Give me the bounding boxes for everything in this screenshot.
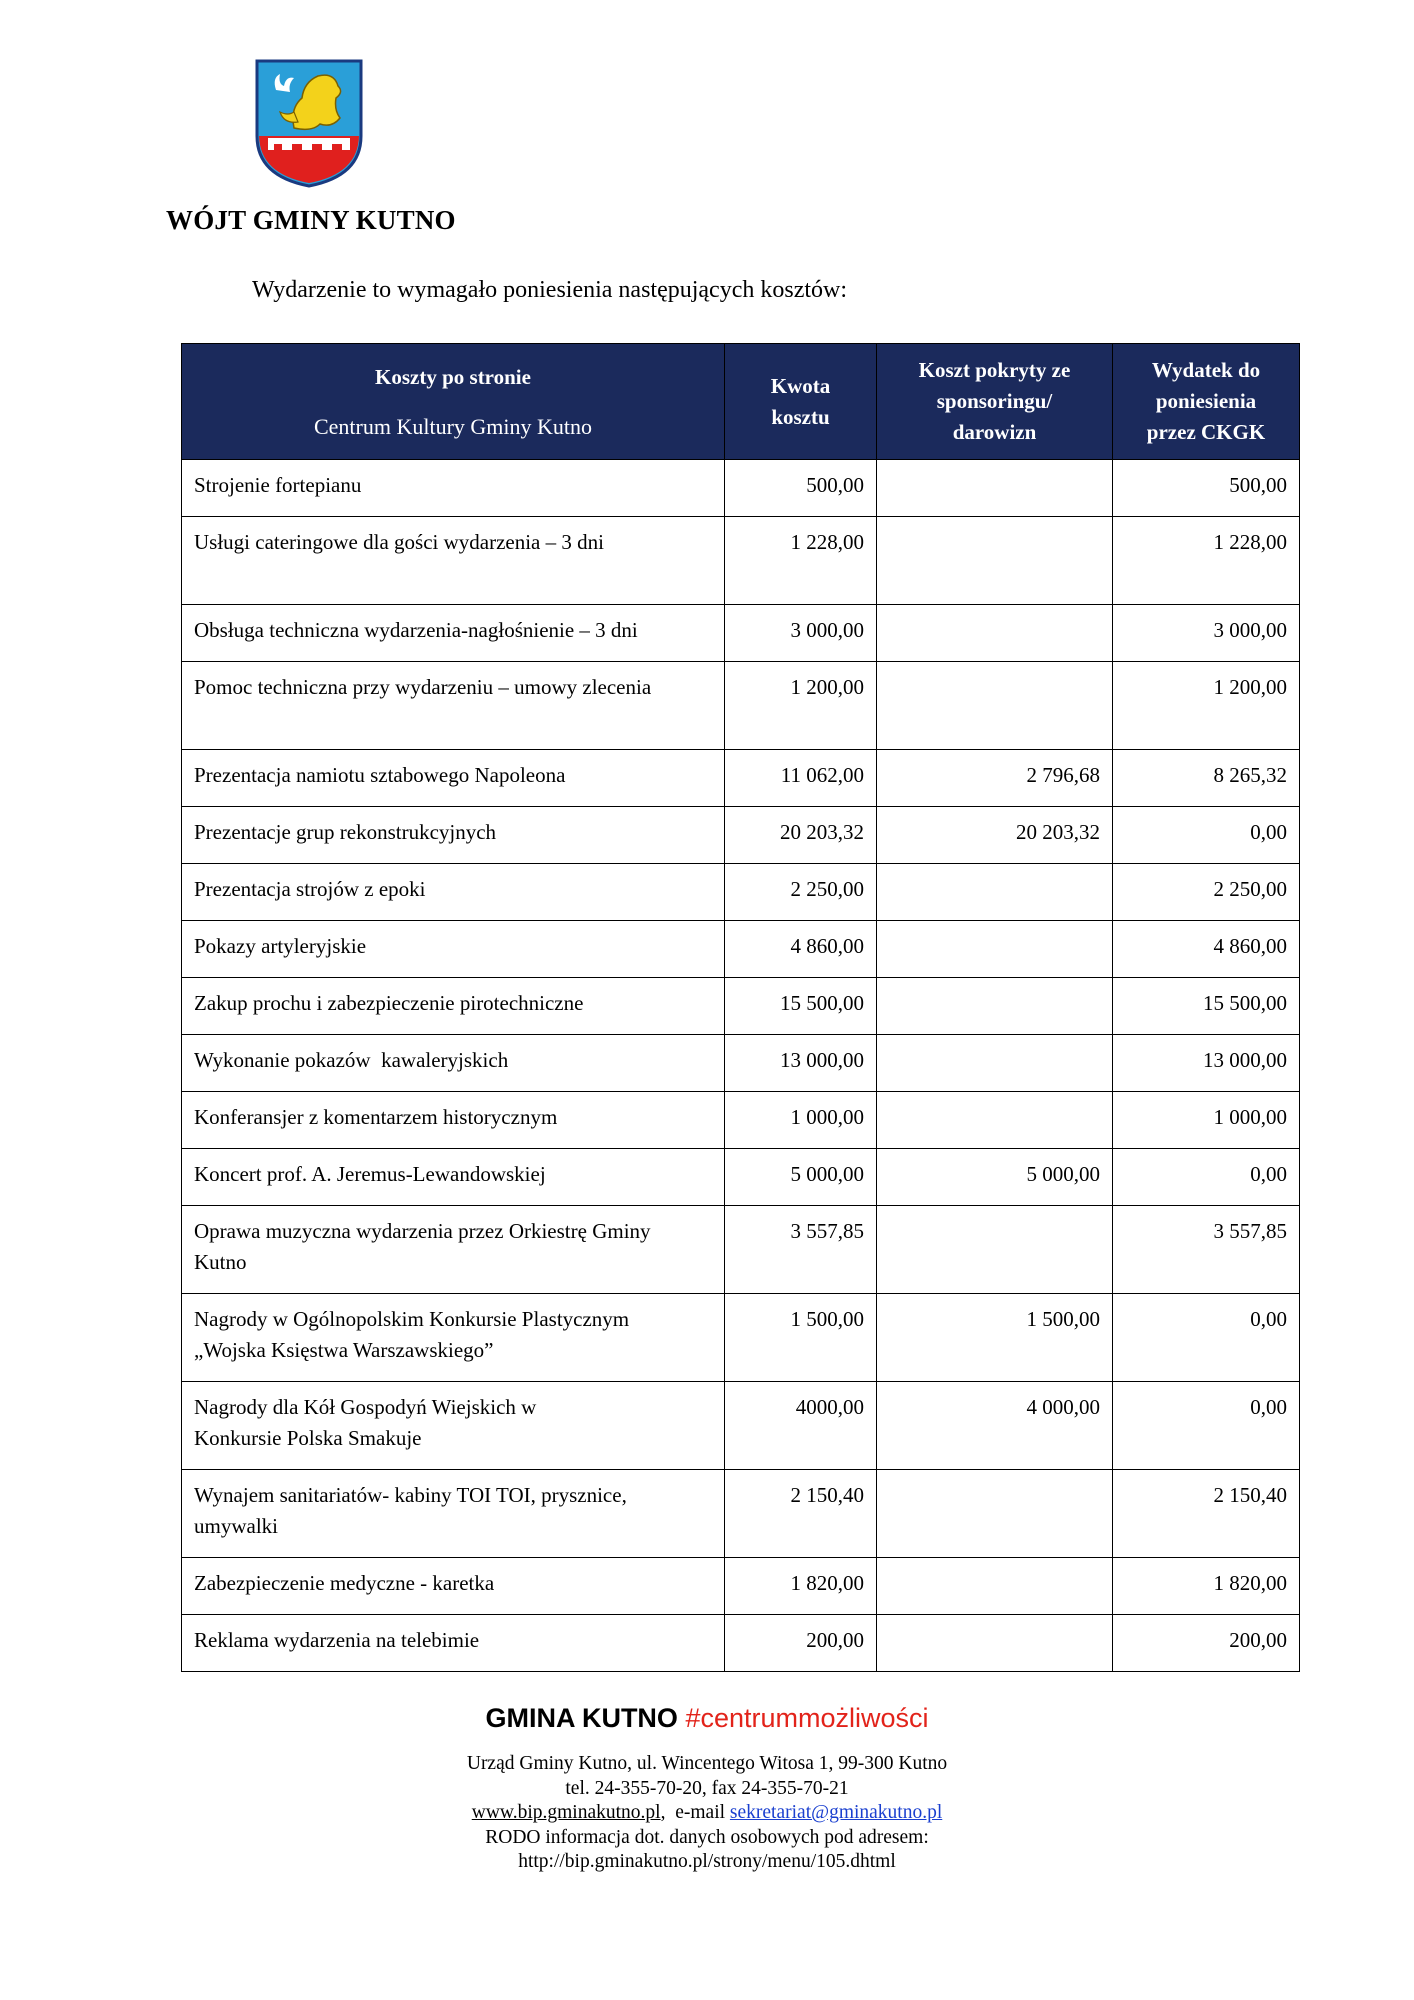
table-row <box>182 662 1300 750</box>
row-amount: 5 000,00 <box>725 1149 877 1206</box>
row-expense: 0,00 <box>1113 1149 1300 1206</box>
footer-brand <box>0 1703 1414 1734</box>
table-row <box>182 807 1300 864</box>
row-amount: 1 228,00 <box>725 517 877 605</box>
row-sponsored: 4 000,00 <box>877 1382 1113 1470</box>
row-sponsored <box>877 1206 1113 1294</box>
row-expense: 2 150,40 <box>1113 1470 1300 1558</box>
header-cost-side <box>182 344 725 460</box>
row-amount: 15 500,00 <box>725 978 877 1035</box>
row-expense: 0,00 <box>1113 807 1300 864</box>
row-item: Prezentacje grup rekonstrukcyjnych <box>182 807 725 864</box>
row-item: Nagrody w Ogólnopolskim Konkursie Plastycznym „Wojska Księstwa Warszawskiego” <box>182 1294 725 1382</box>
footer-brand-name: GMINA KUTNO <box>485 1703 678 1733</box>
row-item: Zabezpieczenie medyczne - karetka <box>182 1558 725 1615</box>
table-header-row <box>182 344 1300 460</box>
table-row <box>182 921 1300 978</box>
row-sponsored: 20 203,32 <box>877 807 1113 864</box>
row-item: Usługi cateringowe dla gości wydarzenia – 3 dni <box>182 517 725 605</box>
row-sponsored <box>877 864 1113 921</box>
footer-website-link[interactable]: www.bip.gminakutno.pl <box>471 1802 661 1823</box>
table-row <box>182 1294 1300 1382</box>
page-title: WÓJT GMINY KUTNO <box>166 205 456 235</box>
row-expense: 1 000,00 <box>1113 1092 1300 1149</box>
row-expense: 2 250,00 <box>1113 864 1300 921</box>
row-amount: 2 150,40 <box>725 1470 877 1558</box>
row-sponsored <box>877 1470 1113 1558</box>
row-item: Obsługa techniczna wydarzenia-nagłośnienie – 3 dni <box>182 605 725 662</box>
row-item: Pomoc techniczna przy wydarzeniu – umowy zlecenia <box>182 662 725 750</box>
footer-email-link[interactable]: sekretariat@gminakutno.pl <box>729 1802 943 1823</box>
row-sponsored <box>877 978 1113 1035</box>
table-row <box>182 864 1300 921</box>
table-row <box>182 460 1300 517</box>
table-row <box>182 517 1300 605</box>
footer-brand-hashtag: #centrummożliwości <box>685 1703 929 1733</box>
row-expense: 3 000,00 <box>1113 605 1300 662</box>
row-amount: 3 000,00 <box>725 605 877 662</box>
row-expense: 0,00 <box>1113 1294 1300 1382</box>
row-sponsored: 2 796,68 <box>877 750 1113 807</box>
header-amount: Kwota kosztu <box>725 344 877 460</box>
table-row <box>182 1035 1300 1092</box>
row-amount: 200,00 <box>725 1615 877 1672</box>
table-row <box>182 978 1300 1035</box>
row-item: Oprawa muzyczna wydarzenia przez Orkiestrę Gminy Kutno <box>182 1206 725 1294</box>
table-row <box>182 1615 1300 1672</box>
row-expense: 3 557,85 <box>1113 1206 1300 1294</box>
row-amount: 13 000,00 <box>725 1035 877 1092</box>
footer-email-label: , e-mail <box>660 1802 730 1823</box>
row-expense: 4 860,00 <box>1113 921 1300 978</box>
row-sponsored: 5 000,00 <box>877 1149 1113 1206</box>
row-sponsored <box>877 1615 1113 1672</box>
row-amount: 20 203,32 <box>725 807 877 864</box>
table-row <box>182 605 1300 662</box>
table-row <box>182 750 1300 807</box>
row-expense: 1 228,00 <box>1113 517 1300 605</box>
row-sponsored: 1 500,00 <box>877 1294 1113 1382</box>
table-row <box>182 1382 1300 1470</box>
row-item: Prezentacja namiotu sztabowego Napoleona <box>182 750 725 807</box>
row-sponsored <box>877 1558 1113 1615</box>
row-amount: 500,00 <box>725 460 877 517</box>
row-item: Prezentacja strojów z epoki <box>182 864 725 921</box>
row-sponsored <box>877 662 1113 750</box>
row-item: Strojenie fortepianu <box>182 460 725 517</box>
row-expense: 500,00 <box>1113 460 1300 517</box>
row-sponsored <box>877 1035 1113 1092</box>
row-amount: 1 820,00 <box>725 1558 877 1615</box>
row-expense: 0,00 <box>1113 1382 1300 1470</box>
table-row <box>182 1149 1300 1206</box>
footer-contact <box>0 1752 1414 1875</box>
footer-web-line <box>0 1801 1414 1826</box>
table-row <box>182 1470 1300 1558</box>
row-item: Nagrody dla Kół Gospodyń Wiejskich w Konkursie Polska Smakuje <box>182 1382 725 1470</box>
row-amount: 11 062,00 <box>725 750 877 807</box>
footer-rodo: RODO informacja dot. danych osobowych pod adresem: <box>485 1826 929 1848</box>
row-amount: 1 000,00 <box>725 1092 877 1149</box>
table-row <box>182 1092 1300 1149</box>
header-expense: Wydatek do poniesienia przez CKGK <box>1113 344 1300 460</box>
header-cost-side-line2: Centrum Kultury Gminy Kutno <box>313 413 593 439</box>
row-item: Zakup prochu i zabezpieczenie pirotechniczne <box>182 978 725 1035</box>
row-amount: 4 860,00 <box>725 921 877 978</box>
row-item: Pokazy artyleryjskie <box>182 921 725 978</box>
row-item: Reklama wydarzenia na telebimie <box>182 1615 725 1672</box>
header-cost-side-line1: Koszty po stronie <box>375 364 531 389</box>
row-expense: 200,00 <box>1113 1615 1300 1672</box>
row-item: Konferansjer z komentarzem historycznym <box>182 1092 725 1149</box>
table-row <box>182 1206 1300 1294</box>
row-amount: 2 250,00 <box>725 864 877 921</box>
row-item: Wykonanie pokazów kawaleryjskich <box>182 1035 725 1092</box>
footer-address: Urząd Gminy Kutno, ul. Wincentego Witosa 1, 99-300 Kutno <box>466 1753 948 1774</box>
row-amount: 3 557,85 <box>725 1206 877 1294</box>
row-amount: 1 200,00 <box>725 662 877 750</box>
row-sponsored <box>877 605 1113 662</box>
coat-of-arms-logo <box>254 58 364 188</box>
costs-table <box>181 343 1300 1672</box>
footer-phone: tel. 24-355-70-20, fax 24-355-70-21 <box>565 1777 849 1799</box>
header-sponsored: Koszt pokryty ze sponsoringu/ darowizn <box>877 344 1113 460</box>
intro-text: Wydarzenie to wymagało poniesienia następujących kosztów: <box>252 277 848 303</box>
row-item: Wynajem sanitariatów- kabiny TOI TOI, prysznice, umywalki <box>182 1470 725 1558</box>
row-expense: 13 000,00 <box>1113 1035 1300 1092</box>
row-item: Koncert prof. A. Jeremus-Lewandowskiej <box>182 1149 725 1206</box>
row-expense: 8 265,32 <box>1113 750 1300 807</box>
table-row <box>182 1558 1300 1615</box>
row-sponsored <box>877 517 1113 605</box>
row-expense: 1 200,00 <box>1113 662 1300 750</box>
footer-rodo-url: http://bip.gminakutno.pl/strony/menu/105.dhtml <box>518 1851 896 1872</box>
row-sponsored <box>877 460 1113 517</box>
row-sponsored <box>877 1092 1113 1149</box>
row-sponsored <box>877 921 1113 978</box>
row-expense: 15 500,00 <box>1113 978 1300 1035</box>
row-expense: 1 820,00 <box>1113 1558 1300 1615</box>
row-amount: 1 500,00 <box>725 1294 877 1382</box>
row-amount: 4000,00 <box>725 1382 877 1470</box>
